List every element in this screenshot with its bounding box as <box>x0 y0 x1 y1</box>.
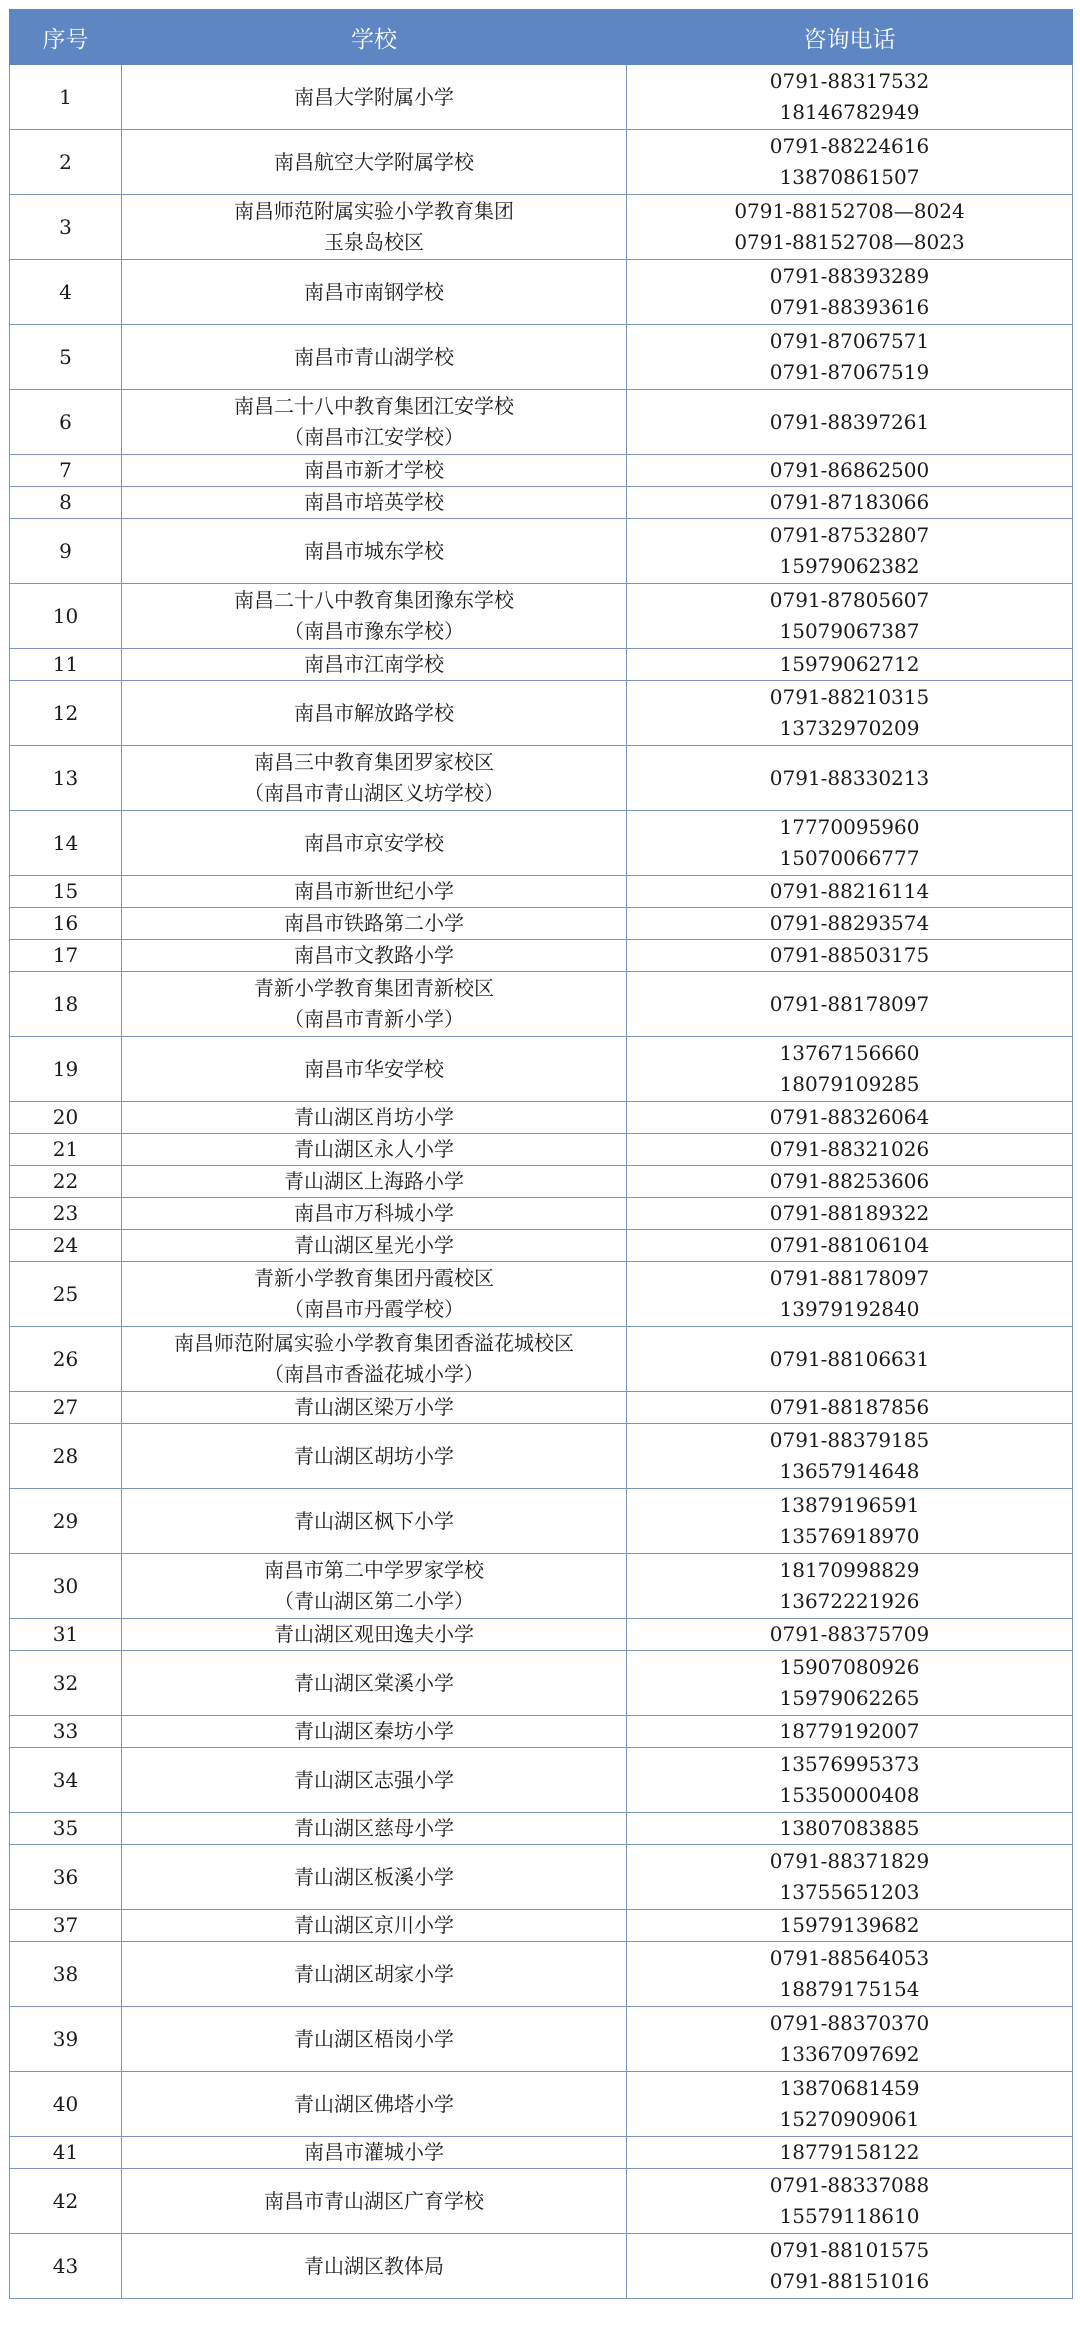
serial-number-cell: 12 <box>10 681 122 746</box>
phone-cell <box>627 811 1073 876</box>
school-cell <box>122 1910 627 1942</box>
school-name-line: 南昌市江南学校 <box>304 652 444 676</box>
serial-number-cell: 39 <box>10 2007 122 2072</box>
phone-number: 0791-88178097 <box>769 991 930 1016</box>
serial-number-cell: 4 <box>10 260 122 325</box>
phone-number: 0791-88152708—8024 <box>734 199 965 223</box>
phone-number: 15079067387 <box>779 619 920 643</box>
school-cell <box>122 876 627 908</box>
school-cell <box>122 2072 627 2137</box>
school-cell <box>122 584 627 649</box>
school-cell <box>122 811 627 876</box>
table-row <box>10 455 1073 487</box>
school-name-line: 南昌二十八中教育集团江安学校 <box>234 394 514 418</box>
phone-number: 15979062382 <box>779 554 920 578</box>
school-name-line: 南昌市培英学校 <box>304 490 444 514</box>
phone-number: 0791-88564053 <box>769 1946 930 1970</box>
phone-cell <box>627 2007 1073 2072</box>
school-cell <box>122 487 627 519</box>
school-name-line: 南昌市新世纪小学 <box>294 879 454 903</box>
school-cell <box>122 260 627 325</box>
phone-cell <box>627 1327 1073 1392</box>
serial-number-cell: 7 <box>10 455 122 487</box>
school-cell <box>122 2234 627 2299</box>
serial-number-cell: 38 <box>10 1942 122 2007</box>
school-cell <box>122 1198 627 1230</box>
serial-number-cell: 25 <box>10 1262 122 1327</box>
phone-cell <box>627 2234 1073 2299</box>
school-cell <box>122 1942 627 2007</box>
school-cell <box>122 649 627 681</box>
school-cell <box>122 1619 627 1651</box>
table-row <box>10 1813 1073 1845</box>
table-row <box>10 390 1073 455</box>
school-cell <box>122 1230 627 1262</box>
phone-number: 0791-88317532 <box>769 69 930 93</box>
table-row <box>10 1651 1073 1716</box>
serial-number-cell: 43 <box>10 2234 122 2299</box>
phone-number: 0791-88503175 <box>769 943 930 967</box>
serial-number-cell: 31 <box>10 1619 122 1651</box>
phone-number: 0791-87067519 <box>769 360 930 384</box>
phone-number: 0791-88253606 <box>769 1169 930 1193</box>
serial-number-cell: 18 <box>10 972 122 1037</box>
serial-number-cell: 15 <box>10 876 122 908</box>
phone-number: 13576995373 <box>779 1752 920 1776</box>
phone-number: 0791-86862500 <box>769 458 930 482</box>
header-school: 学校 <box>122 10 627 65</box>
phone-number: 18079109285 <box>779 1072 920 1096</box>
phone-number: 18170998829 <box>779 1558 920 1582</box>
serial-number-cell: 26 <box>10 1327 122 1392</box>
serial-number-cell: 2 <box>10 130 122 195</box>
phone-cell <box>627 2072 1073 2137</box>
phone-number: 13367097692 <box>779 2042 920 2066</box>
school-name-line: （南昌市香溢花城小学） <box>264 1362 484 1386</box>
serial-number-cell: 27 <box>10 1392 122 1424</box>
school-name-line: 南昌市华安学校 <box>304 1056 444 1081</box>
school-name-line: 南昌市城东学校 <box>304 538 444 563</box>
table-row <box>10 1554 1073 1619</box>
school-name-line: 青山湖区教体局 <box>304 2253 444 2278</box>
serial-number-cell: 10 <box>10 584 122 649</box>
phone-number: 15270909061 <box>779 2107 920 2131</box>
phone-cell <box>627 65 1073 130</box>
table-row <box>10 1262 1073 1327</box>
phone-number: 0791-88216114 <box>769 879 930 903</box>
school-cell <box>122 1327 627 1392</box>
phone-cell <box>627 746 1073 811</box>
school-cell <box>122 1134 627 1166</box>
table-row <box>10 260 1073 325</box>
serial-number-cell: 5 <box>10 325 122 390</box>
serial-number-cell: 30 <box>10 1554 122 1619</box>
table-row <box>10 940 1073 972</box>
phone-number: 15979062712 <box>779 652 920 676</box>
school-name-line: 南昌市青山湖学校 <box>294 344 454 369</box>
school-cell <box>122 681 627 746</box>
school-name-line: 南昌二十八中教育集团豫东学校 <box>234 588 514 612</box>
phone-number: 13672221926 <box>779 1589 920 1613</box>
serial-number-cell: 36 <box>10 1845 122 1910</box>
phone-number: 0791-88321026 <box>769 1137 930 1161</box>
phone-number: 13879196591 <box>779 1493 920 1517</box>
school-name-line: （南昌市江安学校） <box>284 425 464 449</box>
phone-number: 0791-88326064 <box>769 1105 930 1129</box>
table-row <box>10 584 1073 649</box>
phone-cell <box>627 455 1073 487</box>
school-name-line: 青山湖区上海路小学 <box>284 1169 464 1193</box>
school-cell <box>122 195 627 260</box>
school-name-line: 青山湖区秦坊小学 <box>294 1719 454 1743</box>
table-row <box>10 811 1073 876</box>
serial-number-cell: 37 <box>10 1910 122 1942</box>
phone-number: 18779158122 <box>779 2140 920 2164</box>
school-name-line: 南昌市万科城小学 <box>294 1201 454 1225</box>
table-row <box>10 1102 1073 1134</box>
phone-cell <box>627 1910 1073 1942</box>
phone-cell <box>627 1037 1073 1102</box>
school-cell <box>122 1102 627 1134</box>
table-row <box>10 1230 1073 1262</box>
phone-number: 0791-88210315 <box>769 685 930 709</box>
serial-number-cell: 33 <box>10 1716 122 1748</box>
school-cell <box>122 1716 627 1748</box>
phone-cell <box>627 390 1073 455</box>
serial-number-cell: 6 <box>10 390 122 455</box>
phone-cell <box>627 1102 1073 1134</box>
phone-number: 15907080926 <box>779 1655 920 1679</box>
phone-number: 13870681459 <box>779 2076 920 2100</box>
school-cell <box>122 972 627 1037</box>
school-cell <box>122 1651 627 1716</box>
school-cell <box>122 1037 627 1102</box>
school-name-line: 南昌师范附属实验小学教育集团 <box>234 199 514 223</box>
school-name-line: 南昌市灌城小学 <box>304 2140 444 2164</box>
serial-number-cell: 17 <box>10 940 122 972</box>
phone-cell <box>627 130 1073 195</box>
table-row <box>10 487 1073 519</box>
table-row <box>10 2137 1073 2169</box>
school-name-line: 青山湖区观田逸夫小学 <box>274 1622 474 1646</box>
serial-number-cell: 23 <box>10 1198 122 1230</box>
school-cell <box>122 1845 627 1910</box>
phone-number: 13576918970 <box>779 1524 920 1548</box>
school-cell <box>122 1166 627 1198</box>
table-row <box>10 1327 1073 1392</box>
table-row <box>10 195 1073 260</box>
phone-number: 0791-87183066 <box>769 490 930 514</box>
serial-number-cell: 13 <box>10 746 122 811</box>
school-cell <box>122 1424 627 1489</box>
table-row <box>10 1910 1073 1942</box>
phone-cell <box>627 1716 1073 1748</box>
school-name-line: 玉泉岛校区 <box>324 230 424 254</box>
school-name-line: 青山湖区梁万小学 <box>294 1395 454 1419</box>
phone-cell <box>627 940 1073 972</box>
phone-cell <box>627 1845 1073 1910</box>
serial-number-cell: 35 <box>10 1813 122 1845</box>
phone-number: 0791-88106631 <box>769 1346 930 1371</box>
phone-cell <box>627 876 1073 908</box>
serial-number-cell: 28 <box>10 1424 122 1489</box>
school-name-line: 南昌市文教路小学 <box>294 943 454 967</box>
table-row <box>10 2007 1073 2072</box>
school-name-line: 青山湖区胡坊小学 <box>294 1443 454 1468</box>
serial-number-cell: 32 <box>10 1651 122 1716</box>
serial-number-cell: 22 <box>10 1166 122 1198</box>
phone-number: 0791-88106104 <box>769 1233 930 1257</box>
school-name-line: （南昌市丹霞学校） <box>284 1297 464 1321</box>
table-row <box>10 325 1073 390</box>
school-cell <box>122 325 627 390</box>
phone-number: 18879175154 <box>779 1977 920 2001</box>
table-row <box>10 1716 1073 1748</box>
school-cell <box>122 1392 627 1424</box>
table-row <box>10 1037 1073 1102</box>
phone-cell <box>627 681 1073 746</box>
school-cell <box>122 1262 627 1327</box>
phone-number: 0791-88151016 <box>769 2269 930 2293</box>
school-cell <box>122 455 627 487</box>
school-cell <box>122 746 627 811</box>
school-cell <box>122 65 627 130</box>
phone-number: 0791-88397261 <box>769 409 930 434</box>
phone-cell <box>627 1942 1073 2007</box>
school-name-line: 南昌市青山湖区广育学校 <box>264 2188 484 2213</box>
school-cell <box>122 1748 627 1813</box>
phone-number: 0791-88370370 <box>769 2011 930 2035</box>
school-name-line: 青新小学教育集团青新校区 <box>254 976 494 1000</box>
phone-cell <box>627 972 1073 1037</box>
phone-cell <box>627 519 1073 584</box>
school-name-line: （南昌市豫东学校） <box>284 619 464 643</box>
phone-number: 0791-88393616 <box>769 295 930 319</box>
school-cell <box>122 2007 627 2072</box>
table-row <box>10 1392 1073 1424</box>
phone-number: 0791-88393289 <box>769 264 930 288</box>
phone-cell <box>627 260 1073 325</box>
phone-cell <box>627 1651 1073 1716</box>
school-name-line: 南昌市南钢学校 <box>304 279 444 304</box>
serial-number-cell: 29 <box>10 1489 122 1554</box>
serial-number-cell: 20 <box>10 1102 122 1134</box>
school-name-line: 青山湖区京川小学 <box>294 1913 454 1937</box>
school-name-line: 青山湖区棠溪小学 <box>294 1670 454 1695</box>
table-row <box>10 876 1073 908</box>
phone-number: 0791-88189322 <box>769 1201 930 1225</box>
table-header <box>10 10 1073 65</box>
table-row <box>10 972 1073 1037</box>
table-row <box>10 1134 1073 1166</box>
phone-number: 18779192007 <box>779 1719 920 1743</box>
phone-cell <box>627 2137 1073 2169</box>
phone-number: 0791-88224616 <box>769 134 930 158</box>
phone-cell <box>627 649 1073 681</box>
phone-number: 0791-88375709 <box>769 1622 930 1646</box>
serial-number-cell: 34 <box>10 1748 122 1813</box>
serial-number-cell: 21 <box>10 1134 122 1166</box>
school-name-line: 南昌市京安学校 <box>304 830 444 855</box>
serial-number-cell: 8 <box>10 487 122 519</box>
school-name-line: 青山湖区永人小学 <box>294 1137 454 1161</box>
school-name-line: 南昌市新才学校 <box>304 458 444 482</box>
table-row <box>10 2169 1073 2234</box>
school-cell <box>122 1813 627 1845</box>
table-row <box>10 65 1073 130</box>
phone-cell <box>627 1813 1073 1845</box>
serial-number-cell: 42 <box>10 2169 122 2234</box>
phone-number: 15350000408 <box>779 1783 920 1807</box>
phone-number: 0791-87532807 <box>769 523 930 547</box>
table-row <box>10 1748 1073 1813</box>
phone-cell <box>627 1134 1073 1166</box>
school-name-line: 南昌三中教育集团罗家校区 <box>254 750 494 774</box>
school-cell <box>122 1554 627 1619</box>
school-contact-table-wrapper <box>9 9 1072 2299</box>
serial-number-cell: 9 <box>10 519 122 584</box>
phone-number: 0791-88379185 <box>769 1428 930 1452</box>
phone-number: 15070066777 <box>779 846 920 870</box>
phone-number: 0791-87067571 <box>769 329 930 353</box>
phone-number: 0791-87805607 <box>769 588 930 612</box>
phone-number: 13657914648 <box>779 1459 920 1483</box>
school-cell <box>122 1489 627 1554</box>
table-row <box>10 1166 1073 1198</box>
school-name-line: 青山湖区梧岗小学 <box>294 2026 454 2051</box>
table-row <box>10 1198 1073 1230</box>
school-cell <box>122 908 627 940</box>
table-row <box>10 1619 1073 1651</box>
phone-number: 0791-88371829 <box>769 1849 930 1873</box>
school-cell <box>122 519 627 584</box>
school-name-line: 青山湖区板溪小学 <box>294 1864 454 1889</box>
serial-number-cell: 3 <box>10 195 122 260</box>
table-row <box>10 2072 1073 2137</box>
phone-cell <box>627 1554 1073 1619</box>
school-name-line: 青山湖区星光小学 <box>294 1233 454 1257</box>
school-name-line: （青山湖区第二小学） <box>274 1589 474 1613</box>
serial-number-cell: 19 <box>10 1037 122 1102</box>
school-contact-table <box>9 9 1073 2299</box>
phone-number: 13870861507 <box>779 165 920 189</box>
serial-number-cell: 40 <box>10 2072 122 2137</box>
school-name-line: 南昌大学附属小学 <box>294 84 454 109</box>
school-name-line: 青山湖区胡家小学 <box>294 1961 454 1986</box>
phone-cell <box>627 1392 1073 1424</box>
table-row <box>10 519 1073 584</box>
table-row <box>10 1942 1073 2007</box>
phone-number: 0791-88101575 <box>769 2238 930 2262</box>
phone-cell <box>627 908 1073 940</box>
header-phone: 咨询电话 <box>627 10 1073 65</box>
school-name-line: 青山湖区肖坊小学 <box>294 1105 454 1129</box>
serial-number-cell: 24 <box>10 1230 122 1262</box>
table-row <box>10 908 1073 940</box>
table-row <box>10 1424 1073 1489</box>
school-name-line: 南昌市铁路第二小学 <box>284 911 464 935</box>
school-name-line: 南昌航空大学附属学校 <box>274 149 474 174</box>
phone-number: 17770095960 <box>779 815 920 839</box>
phone-number: 13732970209 <box>779 716 920 740</box>
school-cell <box>122 2137 627 2169</box>
table-row <box>10 1489 1073 1554</box>
phone-number: 15579118610 <box>779 2204 920 2228</box>
school-name-line: 青山湖区枫下小学 <box>294 1508 454 1533</box>
phone-cell <box>627 2169 1073 2234</box>
school-cell <box>122 390 627 455</box>
school-name-line: 青新小学教育集团丹霞校区 <box>254 1266 494 1290</box>
phone-number: 15979062265 <box>779 1686 920 1710</box>
school-cell <box>122 130 627 195</box>
serial-number-cell: 41 <box>10 2137 122 2169</box>
serial-number-cell: 1 <box>10 65 122 130</box>
serial-number-cell: 11 <box>10 649 122 681</box>
school-cell <box>122 2169 627 2234</box>
header-serial-number: 序号 <box>10 10 122 65</box>
phone-number: 0791-88293574 <box>769 911 930 935</box>
school-name-line: 青山湖区佛塔小学 <box>294 2091 454 2116</box>
school-name-line: （南昌市青山湖区义坊学校） <box>244 781 504 805</box>
school-cell <box>122 940 627 972</box>
phone-cell <box>627 1262 1073 1327</box>
phone-cell <box>627 584 1073 649</box>
phone-cell <box>627 1619 1073 1651</box>
school-name-line: 南昌师范附属实验小学教育集团香溢花城校区 <box>174 1331 574 1355</box>
phone-cell <box>627 325 1073 390</box>
phone-cell <box>627 1489 1073 1554</box>
phone-number: 0791-88187856 <box>769 1395 930 1419</box>
phone-number: 0791-88178097 <box>769 1266 930 1290</box>
phone-number: 0791-88330213 <box>769 765 930 790</box>
phone-number: 13979192840 <box>779 1297 920 1321</box>
phone-number: 13807083885 <box>779 1816 920 1840</box>
phone-number: 0791-88337088 <box>769 2173 930 2197</box>
table-row <box>10 2234 1073 2299</box>
school-name-line: 南昌市解放路学校 <box>294 700 454 725</box>
phone-cell <box>627 1166 1073 1198</box>
serial-number-cell: 16 <box>10 908 122 940</box>
table-row <box>10 649 1073 681</box>
table-row <box>10 1845 1073 1910</box>
phone-number: 13767156660 <box>779 1041 920 1065</box>
phone-cell <box>627 487 1073 519</box>
phone-number: 0791-88152708—8023 <box>734 230 965 254</box>
phone-cell <box>627 1230 1073 1262</box>
school-name-line: （南昌市青新小学） <box>284 1007 464 1031</box>
serial-number-cell: 14 <box>10 811 122 876</box>
table-row <box>10 681 1073 746</box>
school-name-line: 青山湖区慈母小学 <box>294 1816 454 1840</box>
phone-number: 18146782949 <box>779 100 920 124</box>
phone-cell <box>627 1198 1073 1230</box>
phone-cell <box>627 1748 1073 1813</box>
school-name-line: 南昌市第二中学罗家学校 <box>264 1558 484 1582</box>
header-row <box>10 10 1073 65</box>
phone-number: 15979139682 <box>779 1913 920 1937</box>
table-row <box>10 746 1073 811</box>
school-name-line: 青山湖区志强小学 <box>294 1767 454 1792</box>
table-row <box>10 130 1073 195</box>
phone-cell <box>627 1424 1073 1489</box>
table-body <box>10 65 1073 2299</box>
phone-number: 13755651203 <box>779 1880 920 1904</box>
phone-cell <box>627 195 1073 260</box>
